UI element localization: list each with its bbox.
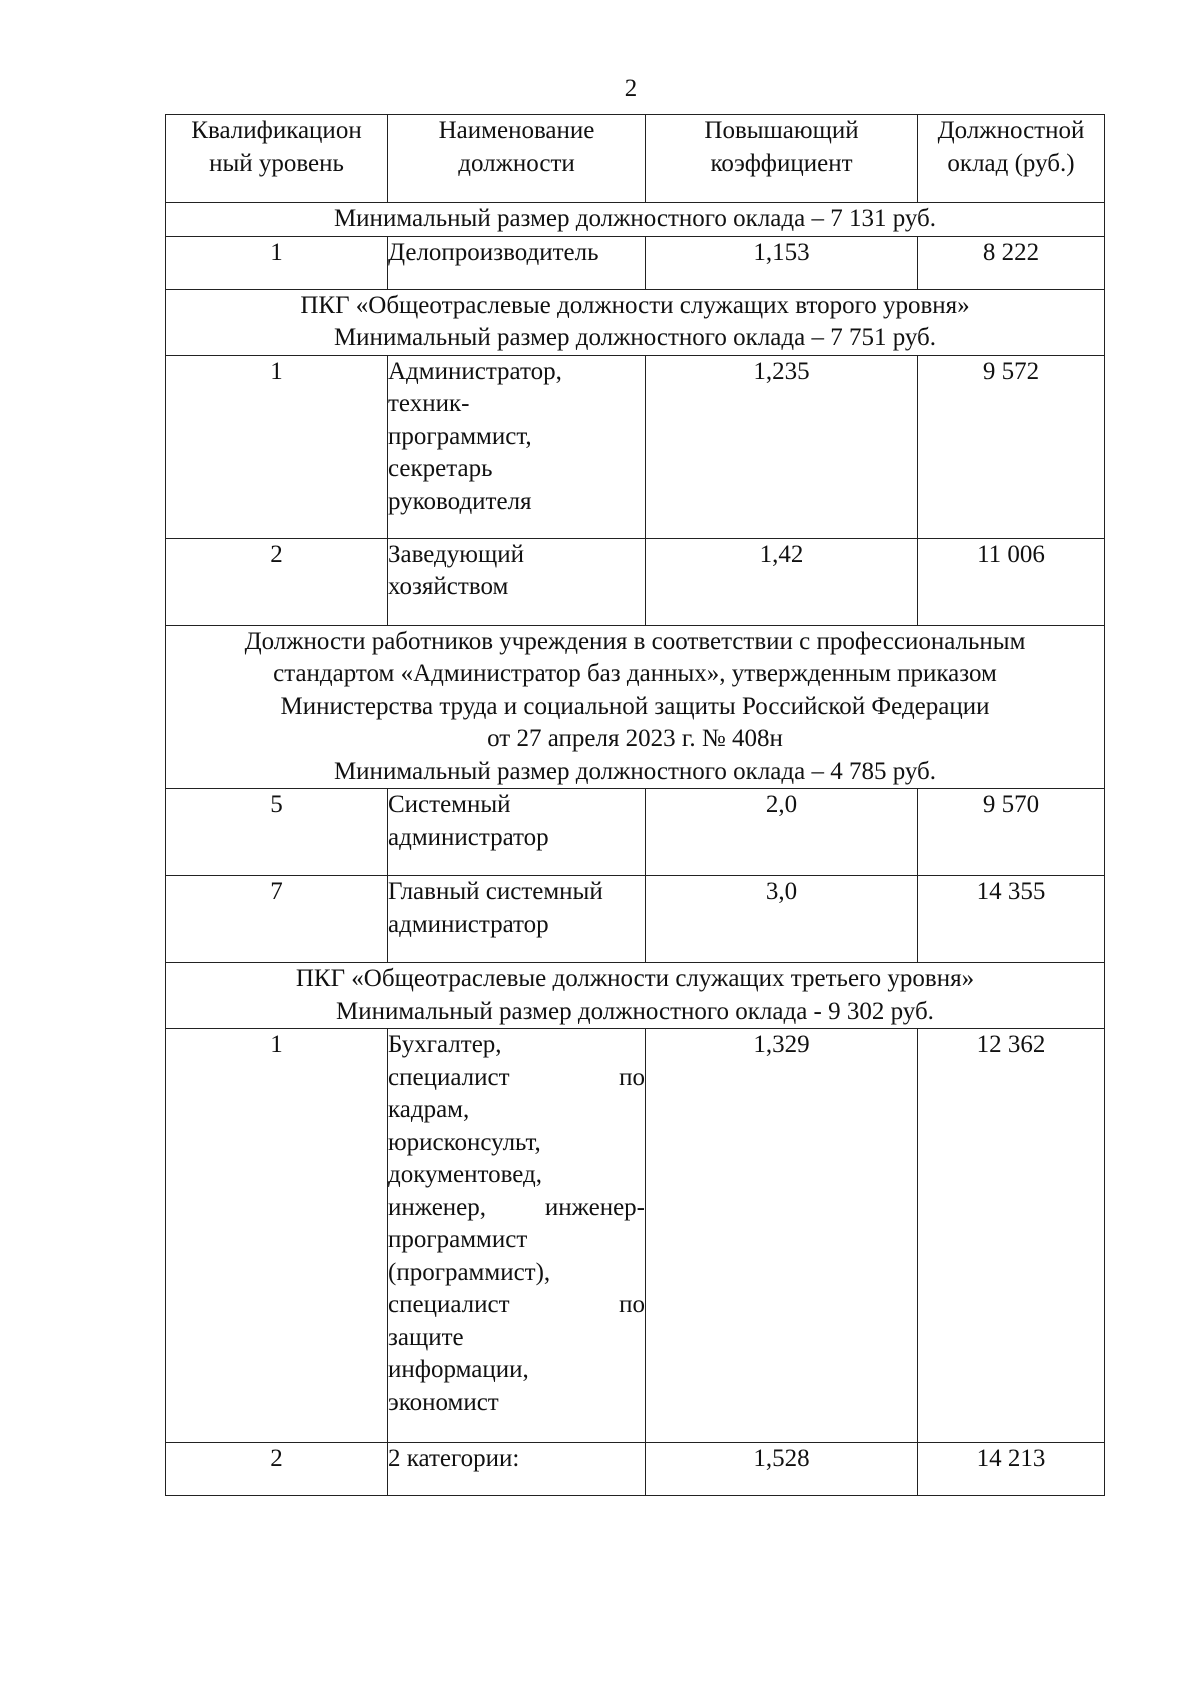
position-name-line: руководителя <box>388 487 532 515</box>
position-name-line: администратор <box>388 823 549 851</box>
position-name-line: программист <box>388 1226 528 1253</box>
table-row <box>166 236 1105 289</box>
table-row <box>166 1443 1105 1496</box>
position-name-line: 2 категории: <box>388 1445 520 1472</box>
qualification-level-cell: 7 <box>166 876 388 963</box>
section-heading-line: Минимальный размер должностного оклада – 7 751 руб. <box>333 324 937 351</box>
section-row <box>166 625 1105 789</box>
section-heading <box>166 625 1105 789</box>
position-name-line: техник- <box>388 390 470 417</box>
position-name-cell <box>388 1443 646 1496</box>
salary-cell: 11 006 <box>918 538 1105 625</box>
position-name-word: инженер- <box>544 1193 645 1221</box>
position-name-cell <box>388 236 646 289</box>
table-header-row <box>166 115 1105 203</box>
position-name-line: Администратор, <box>388 357 562 385</box>
section-heading-line: от 27 апреля 2023 г. № 408н <box>487 725 783 752</box>
salary-cell: 8 222 <box>918 236 1105 289</box>
qualification-level-cell: 5 <box>166 789 388 876</box>
position-name-line: защите <box>388 1323 464 1351</box>
header-position-name <box>388 115 646 203</box>
position-name-cell <box>388 355 646 538</box>
coefficient-cell: 1,153 <box>646 236 918 289</box>
position-name-cell <box>388 789 646 876</box>
section-heading-line: Министерства труда и социальной защиты Российской Федерации <box>280 692 990 720</box>
header-line: Повышающий <box>704 117 859 144</box>
header-line: должности <box>458 149 575 177</box>
section-heading-line: Минимальный размер должностного оклада - 9 302 руб. <box>336 997 934 1025</box>
table-row <box>166 789 1105 876</box>
position-name-line: администратор <box>388 910 549 938</box>
position-name-line: Заведующий <box>388 540 524 568</box>
page-number: 2 <box>624 75 638 102</box>
qualification-level-cell: 2 <box>166 538 388 625</box>
section-heading-line: ПКГ «Общеотраслевые должности служащих третьего уровня» <box>295 965 975 992</box>
section-row <box>166 963 1105 1029</box>
position-name-cell <box>388 876 646 963</box>
section-heading <box>166 963 1105 1029</box>
section-row <box>166 289 1105 355</box>
coefficient-cell: 3,0 <box>646 876 918 963</box>
header-line: ный уровень <box>209 149 344 177</box>
salary-cell: 9 570 <box>918 789 1105 876</box>
position-name-line: кадрам, <box>388 1096 470 1123</box>
header-line: коэффициент <box>710 149 853 177</box>
position-name-line: хозяйством <box>388 573 509 600</box>
table-row <box>166 355 1105 538</box>
table-body <box>166 203 1105 1496</box>
section-row <box>166 203 1105 237</box>
position-name-line <box>388 1062 645 1095</box>
position-name-line: Делопроизводитель <box>388 238 599 266</box>
section-heading <box>166 289 1105 355</box>
position-name-word: инженер, <box>388 1193 487 1221</box>
position-name-line: Системный <box>388 791 511 818</box>
table-row <box>166 876 1105 963</box>
position-name-word: специалист <box>388 1291 510 1318</box>
section-heading-line: стандартом «Администратор баз данных», утвержденным приказом <box>273 660 997 687</box>
section-heading-line: Должности работников учреждения в соответствии с профессиональным <box>244 627 1026 655</box>
header-line: Наименование <box>438 117 595 144</box>
header-salary <box>918 115 1105 203</box>
coefficient-cell: 1,42 <box>646 538 918 625</box>
salary-cell: 9 572 <box>918 355 1105 538</box>
section-heading-line: ПКГ «Общеотраслевые должности служащих второго уровня» <box>300 291 970 319</box>
position-name-line: юрисконсульт, <box>388 1128 541 1156</box>
coefficient-cell: 1,329 <box>646 1029 918 1443</box>
position-name-line: Главный системный <box>388 878 603 905</box>
section-heading <box>166 203 1105 237</box>
position-name-word: специалист <box>388 1063 510 1091</box>
position-name-cell <box>388 538 646 625</box>
salary-cell: 14 213 <box>918 1443 1105 1496</box>
qualification-level-cell: 1 <box>166 236 388 289</box>
position-name-line: экономист <box>388 1388 499 1416</box>
header-line: Должностной <box>937 117 1085 144</box>
coefficient-cell: 1,528 <box>646 1443 918 1496</box>
position-name-line <box>388 1289 645 1322</box>
position-name-line: информации, <box>388 1356 529 1383</box>
section-heading-line: Минимальный размер должностного оклада – 4 785 руб. <box>333 757 937 785</box>
position-name-line: (программист), <box>388 1258 551 1286</box>
position-name-cell <box>388 1029 646 1443</box>
qualification-level-cell: 2 <box>166 1443 388 1496</box>
header-line: оклад (руб.) <box>947 149 1075 177</box>
position-name-word: по <box>619 1291 645 1318</box>
salary-cell: 12 362 <box>918 1029 1105 1443</box>
position-name-line: программист, <box>388 422 532 450</box>
coefficient-cell: 1,235 <box>646 355 918 538</box>
salary-table <box>165 114 1105 1496</box>
header-qualification-level <box>166 115 388 203</box>
position-name-line: секретарь <box>388 455 493 482</box>
table-row <box>166 538 1105 625</box>
position-name-line <box>388 1192 645 1225</box>
header-line: Квалификацион <box>191 117 362 144</box>
table-row <box>166 1029 1105 1443</box>
position-name-line: Бухгалтер, <box>388 1031 502 1058</box>
salary-cell: 14 355 <box>918 876 1105 963</box>
qualification-level-cell: 1 <box>166 1029 388 1443</box>
section-heading-line: Минимальный размер должностного оклада – 7 131 руб. <box>333 205 937 232</box>
header-coefficient <box>646 115 918 203</box>
position-name-word: по <box>619 1063 645 1091</box>
qualification-level-cell: 1 <box>166 355 388 538</box>
position-name-line: документовед, <box>388 1161 542 1188</box>
coefficient-cell: 2,0 <box>646 789 918 876</box>
